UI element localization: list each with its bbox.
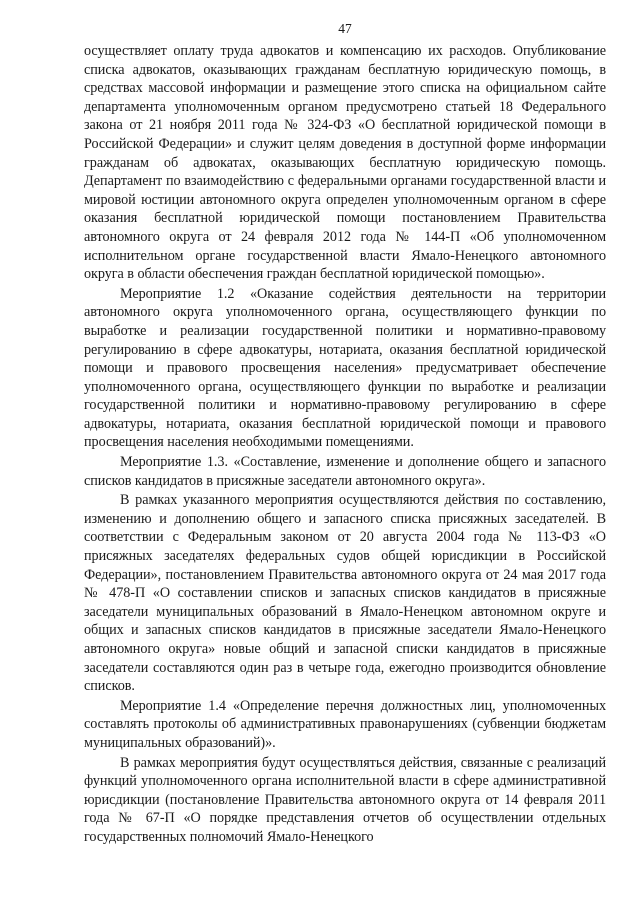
paragraph-lawyers-payment: осуществляет оплату труда адвокатов и компенсацию их расходов. Опубликование списка адвокатов, оказывающих гражданам бесплатную юридическую помощь, в средствах массовой информации и размещение этого списка на официальном сайте департамента уполномоченным органом предусмотрено статьей 18 Федерального закона от 21 ноября 2011 года № 324-ФЗ «О бесплатной юридической помощи в Российской Федерации» и служит целям доведения в доступной форме информации гражданам об адвокатах, оказывающих бесплатную юридическую помощь. Департамент по взаимодействию с федеральными органами государственной власти и мировой юстиции автономного округа определен уполномоченным органом в сфере оказания бесплатной юридической помощи постановлением Правительства автономного округа от 24 февраля 2012 года № 144-П «Об уполномоченном исполнительном органе государственной власти Ямало-Ненецкого автономного округа в области обеспечения граждан бесплатной юридической помощью». [84, 43, 606, 283]
paragraph-jurors-lists: В рамках указанного мероприятия осуществляются действия по составлению, изменению и дополнению общего и запасного списка присяжных заседателей. В соответствии с Федеральным законом от 20 августа 2004 года № 113-ФЗ «О присяжных заседателях федеральных судов общей юрисдикции в Российской Федерации», постановлением Правительства автономного округа от 24 мая 2017 года № 478-П «О составлении списков и запасных списков кандидатов в присяжные заседатели муниципальных образований в Ямало-Ненецком автономном округе и общих и запасных списков кандидатов в присяжные заседатели Ямало-Ненецкого автономного округа» новые общий и запасной списки кандидатов в присяжные заседатели составляются один раз в четыре года, ежегодно производится обновление списков. [84, 492, 606, 695]
paragraph-administrative-jurisdiction: В рамках мероприятия будут осуществляться действия, связанные с реализаций функций уполномоченного органа исполнительной власти в сфере административной юрисдикции (постановление Правительства автономного округа от 14 февраля 2011 года № 67-П «О порядке представления отчетов об осуществлении отдельных государственных полномочий Ямало-Ненецкого [84, 754, 606, 845]
paragraph-measure-1-2: Мероприятие 1.2 «Оказание содействия деятельности на территории автономного округа уполномоченного органа, осуществляющего функции по выработке и реализации государственной политики и нормативно-правовому регулированию в сфере адвокатуры, нотариата, оказания бесплатной юридической помощи и правового просвещения населения» предусматривает обеспечение уполномоченного органа, осуществляющего функции по выработке и реализации государственной политики и нормативно-правовому регулированию в сфере адвокатуры, нотариата, оказания бесплатной юридической помощи и правового просвещения населения необходимыми помещениями. [84, 285, 606, 451]
document-page [84, 20, 606, 890]
page-number: 47 [338, 21, 352, 36]
paragraph-measure-1-4: Мероприятие 1.4 «Определение перечня должностных лиц, уполномоченных составлять протоколы об административных правонарушениях (субвенции бюджетам муниципальных образований)». [84, 697, 606, 751]
paragraph-measure-1-3: Мероприятие 1.3. «Составление, изменение и дополнение общего и запасного списков кандидатов в присяжные заседатели автономного округа». [84, 454, 606, 489]
